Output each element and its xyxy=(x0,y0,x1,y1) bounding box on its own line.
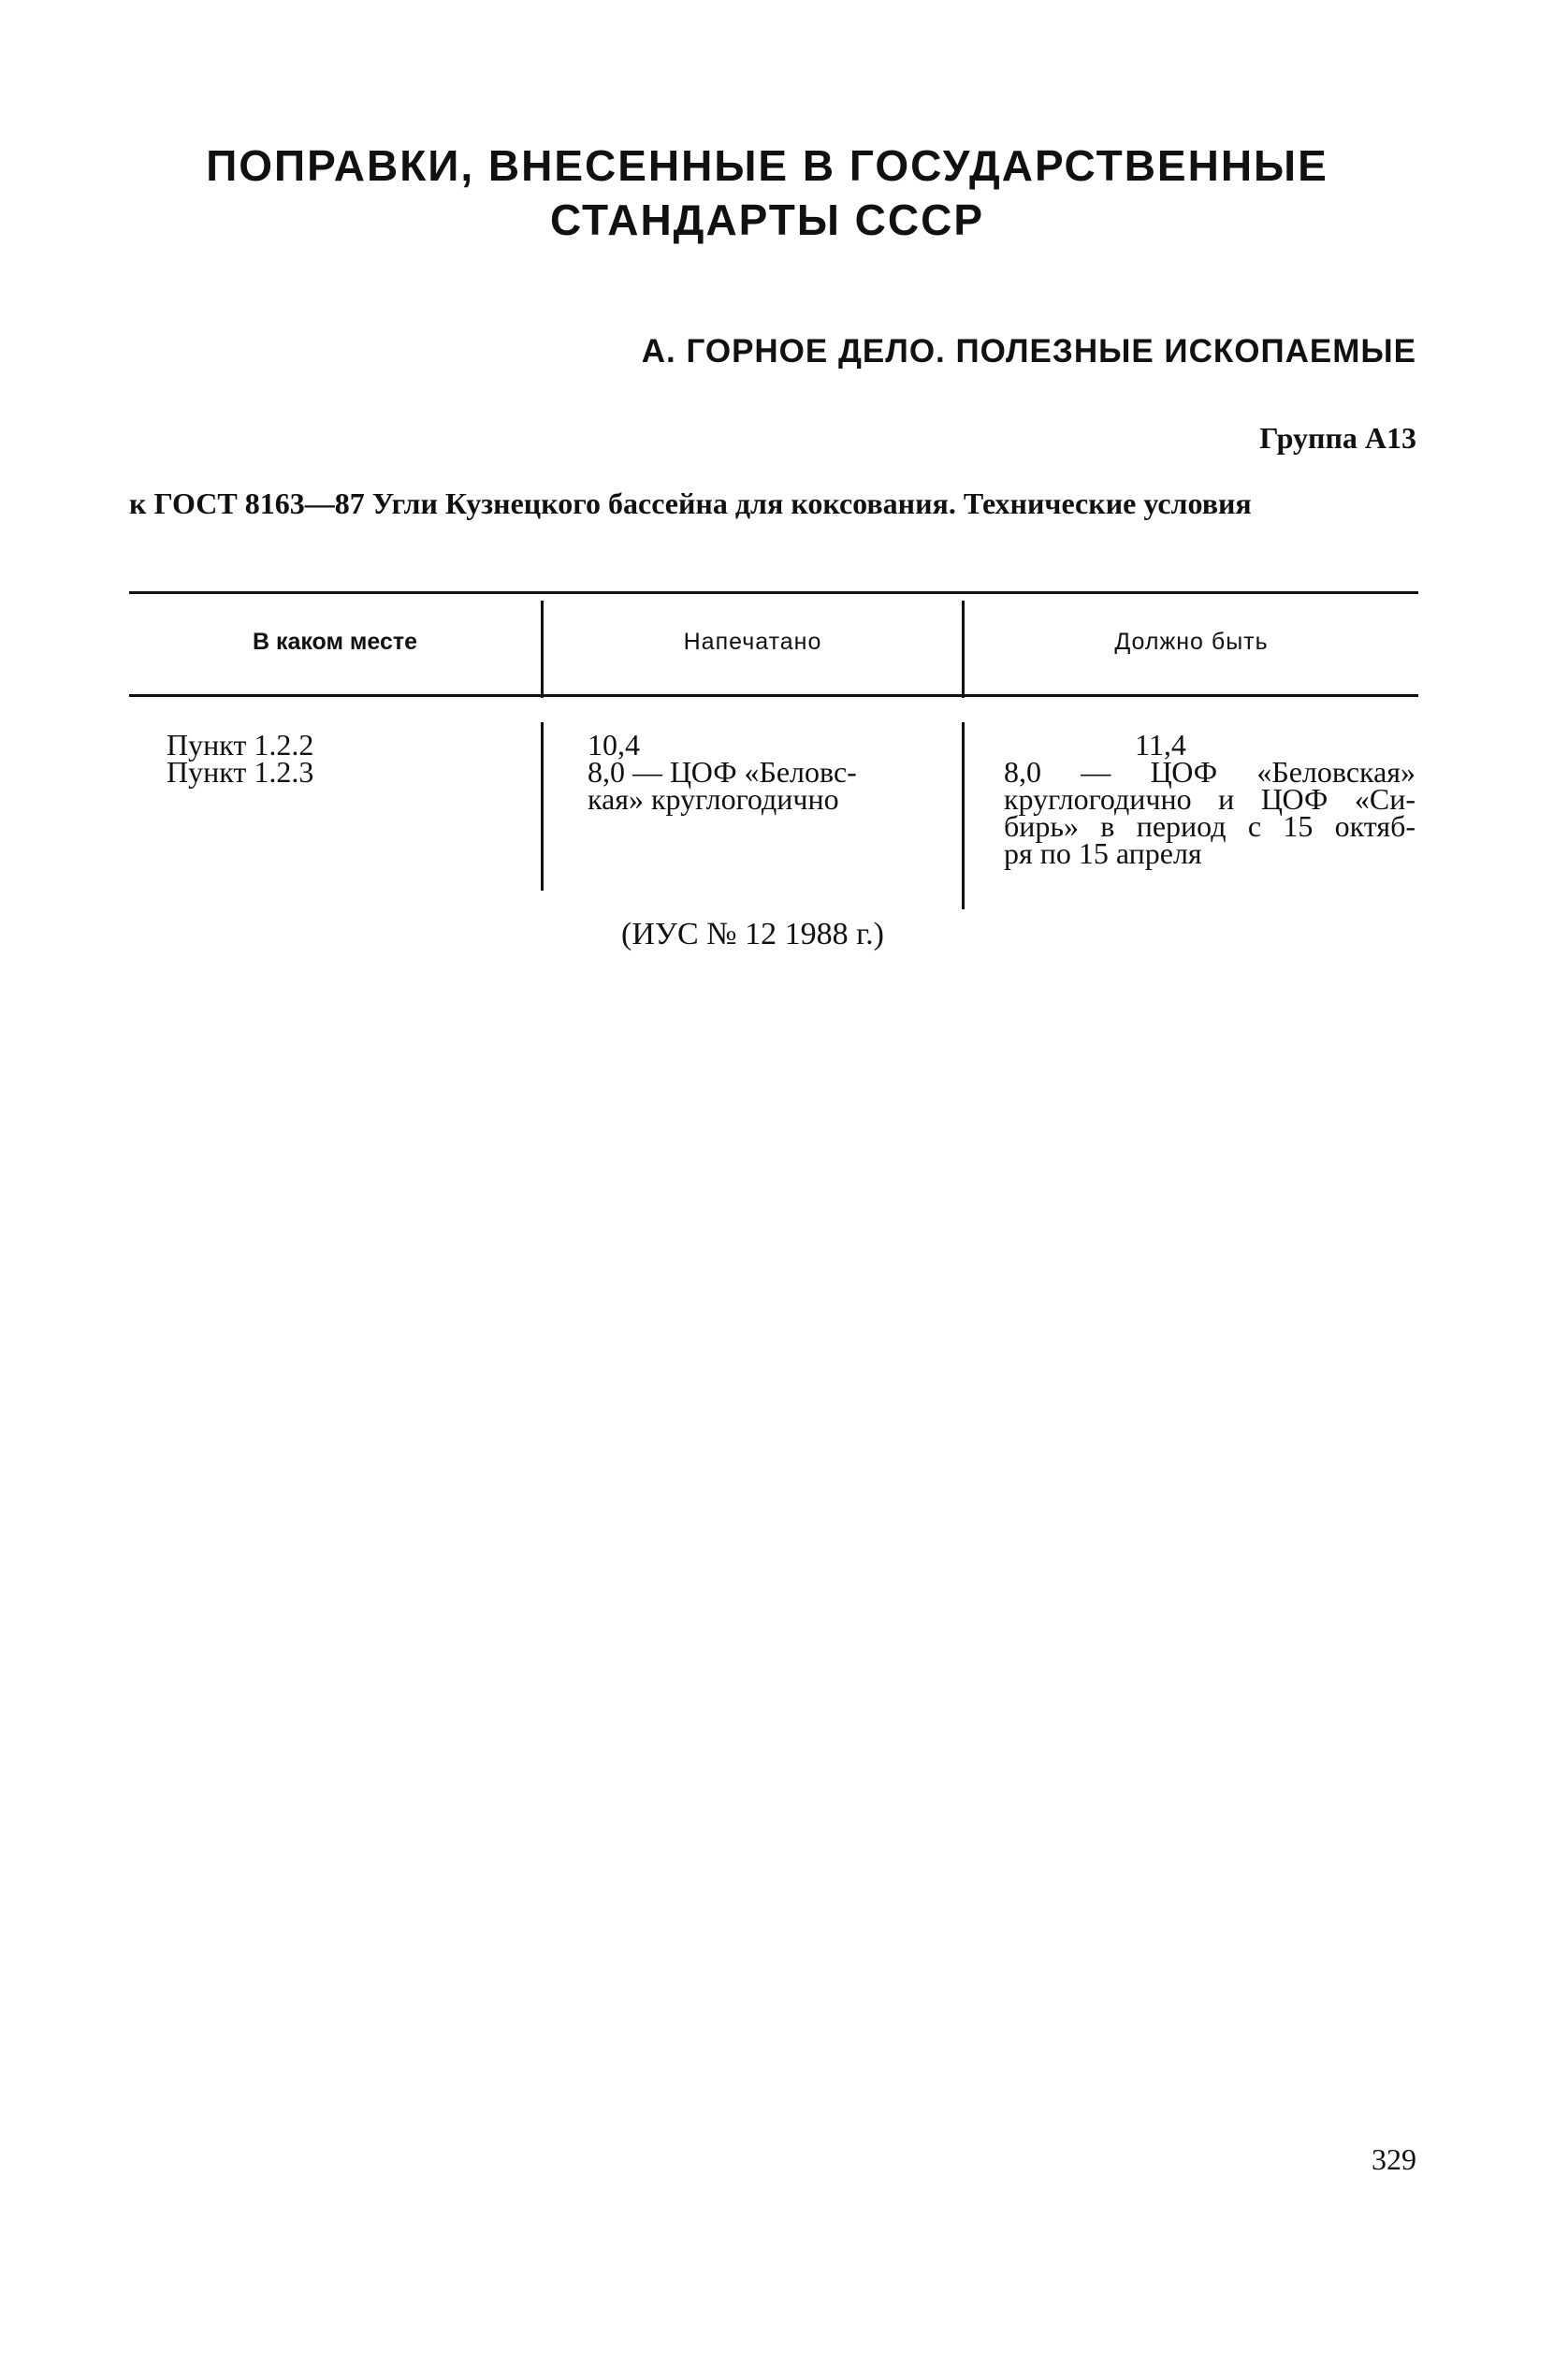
table-cell: бирь» в период с 15 октяб- xyxy=(1004,809,1416,843)
page-title-line-1: ПОПРАВКИ, ВНЕСЕННЫЕ В ГОСУДАРСТВЕННЫЕ xyxy=(206,141,1328,190)
table-cell: 10,4 xyxy=(588,728,640,762)
table-cell: Пункт 1.2.3 xyxy=(167,755,314,789)
standard-reference: к ГОСТ 8163—87 Угли Кузнецкого бассейна для коксования. Технические условия xyxy=(129,486,1252,520)
table-divider xyxy=(541,722,544,891)
table-cell: 8,0 — ЦОФ «Беловс- xyxy=(588,755,857,789)
page-title-line-2: СТАНДАРТЫ СССР xyxy=(549,196,985,244)
table-cell: 11,4 xyxy=(1135,728,1186,762)
header-where: В каком месте xyxy=(252,629,418,655)
table-cell: ря по 15 апреля xyxy=(1004,836,1202,870)
table-cell: Пункт 1.2.2 xyxy=(167,728,314,762)
table-cell: кая» круглогодично xyxy=(588,782,839,816)
page-title xyxy=(112,138,1422,247)
section-title: А. ГОРНОЕ ДЕЛО. ПОЛЕЗНЫЕ ИСКОПАЕМЫЕ xyxy=(641,333,1416,370)
amendment-table xyxy=(129,591,1418,870)
column-should-be xyxy=(1004,728,1416,870)
header-should-be: Должно быть xyxy=(1114,629,1269,655)
table-header-rule xyxy=(129,694,1418,697)
page-number: 329 xyxy=(1372,2142,1416,2176)
source-note: (ИУС № 12 1988 г.) xyxy=(621,917,884,951)
table-divider xyxy=(962,722,965,909)
table-cell: круглогодично и ЦОФ «Си- xyxy=(1004,782,1416,816)
header-printed: Напечатано xyxy=(683,629,822,655)
column-where xyxy=(167,728,314,789)
table-cell: 8,0 — ЦОФ «Беловская» xyxy=(1004,755,1416,789)
table-top-rule xyxy=(129,591,1418,594)
group-label: Группа А13 xyxy=(1259,421,1416,455)
column-printed xyxy=(588,728,943,816)
